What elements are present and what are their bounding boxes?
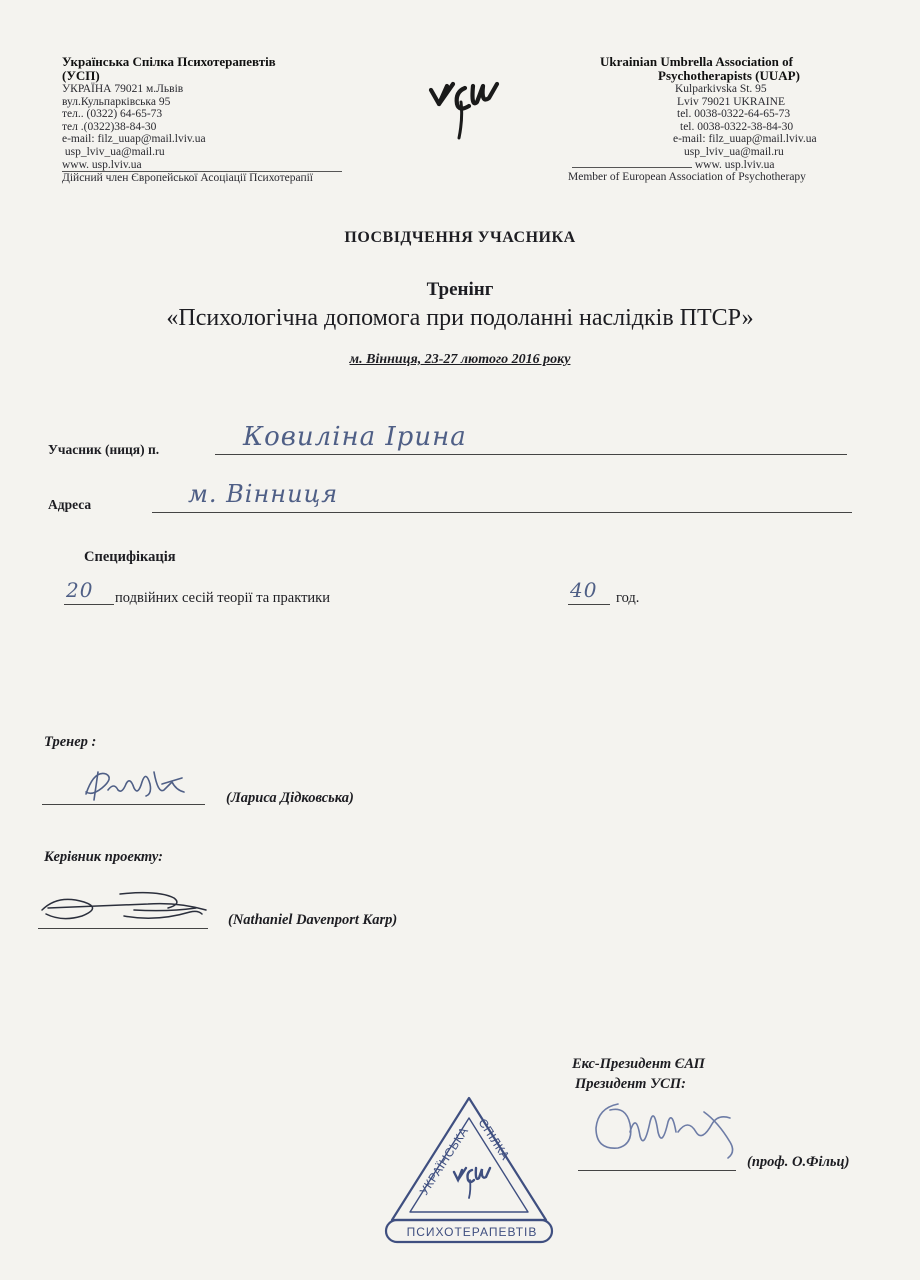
phone-en-2: tel. 0038-0322-38-84-30: [680, 120, 794, 133]
trainer-label: Тренер :: [44, 734, 97, 750]
stamp-logo-icon: [454, 1168, 490, 1198]
training-name: «Психологічна допомога при подоланні наслідків ПТСР»: [166, 305, 754, 331]
membership-en: Member of European Association of Psychotherapy: [568, 171, 806, 184]
email-en-2: usp_lviv_ua@mail.ru: [684, 145, 784, 158]
trainer-name: (Лариса Дідковська): [226, 790, 354, 806]
org-abbr-ua: (УСП): [62, 68, 100, 83]
hours-unit: год.: [616, 590, 640, 606]
stamp-text-bottom: ПСИХОТЕРАПЕВТІВ: [406, 1225, 538, 1239]
address-value: м. Вінниця: [188, 480, 339, 508]
letterhead-right: [560, 55, 880, 184]
president-signature-line: [578, 1144, 736, 1171]
training-label: Тренінг: [426, 279, 494, 300]
manager-signature: [38, 888, 208, 928]
sessions-value: 20: [66, 578, 94, 602]
address-label: Адреса: [48, 497, 92, 512]
stamp-text-right: СПІЛКА: [475, 1116, 513, 1163]
sessions-row: [64, 580, 664, 608]
website-en: www. usp.lviv.ua: [560, 159, 880, 172]
website-ua: www. usp.lviv.ua: [62, 159, 342, 173]
sessions-blank: [64, 580, 114, 605]
email-ua-1: e-mail: filz_uuap@mail.lviv.ua: [62, 133, 206, 146]
manager-label: Керівник проекту:: [44, 849, 163, 865]
address-en-2: Lviv 79021 UKRAINE: [677, 95, 785, 108]
org-name-en: Ukrainian Umbrella Association of: [600, 54, 793, 69]
participant-label: Учасник (ниця) п.: [48, 442, 160, 457]
usp-logo-icon: [425, 72, 505, 152]
participant-name: Ковиліна Ірина: [243, 422, 467, 452]
org-name-ua: Українська Спілка Психотерапевтів: [62, 54, 276, 69]
spec-label: Специфікація: [84, 549, 176, 565]
stamp-triangle-icon: [374, 1092, 564, 1250]
phone-ua-1: тел.. (0322) 64-65-73: [62, 108, 163, 121]
address-en-1: Kulparkivska St. 95: [675, 83, 767, 95]
phone-en-1: tel. 0038-0322-64-65-73: [677, 108, 791, 121]
president-title-1: Екс-Президент ЄАП: [572, 1056, 705, 1072]
org-abbr-en: Psychotherapists (UUAP): [658, 68, 800, 83]
president-title-2: Президент УСП:: [575, 1076, 686, 1092]
email-en-1: e-mail: filz_uuap@mail.lviv.ua: [673, 133, 817, 146]
hours-blank: [568, 580, 610, 605]
address-line: [152, 480, 852, 513]
sessions-text: подвійних сесій теорії та практики: [115, 590, 330, 606]
trainer-signature: [42, 764, 205, 804]
letterhead-left: [62, 55, 382, 185]
manager-signature-line: [38, 902, 208, 929]
address-ua-2: вул.Кульпарківська 95: [62, 95, 171, 108]
president-signature: [578, 1092, 748, 1162]
org-logo: [425, 72, 505, 152]
certificate-title: ПОСВІДЧЕННЯ УЧАСНИКА: [344, 229, 576, 246]
place-date: м. Вінниця, 23-27 лютого 2016 року: [349, 352, 571, 367]
organization-stamp: [374, 1092, 564, 1250]
email-ua-2: usp_lviv_ua@mail.ru: [62, 145, 165, 158]
address-ua-1: УКРАЇНА 79021 м.Львів: [62, 83, 184, 95]
hours-value: 40: [570, 578, 598, 602]
membership-ua: Дійсний член Європейської Асоціації Психотерапії: [62, 172, 313, 185]
participant-line: [215, 422, 847, 455]
phone-ua-2: тел .(0322)38-84-30: [62, 120, 157, 133]
president-name: (проф. О.Фільц): [747, 1154, 850, 1170]
trainer-signature-line: [42, 776, 205, 805]
manager-name: (Nathaniel Davenport Karp): [228, 912, 398, 928]
stamp-text-left: УКРАЇНСЬКА: [416, 1124, 472, 1198]
